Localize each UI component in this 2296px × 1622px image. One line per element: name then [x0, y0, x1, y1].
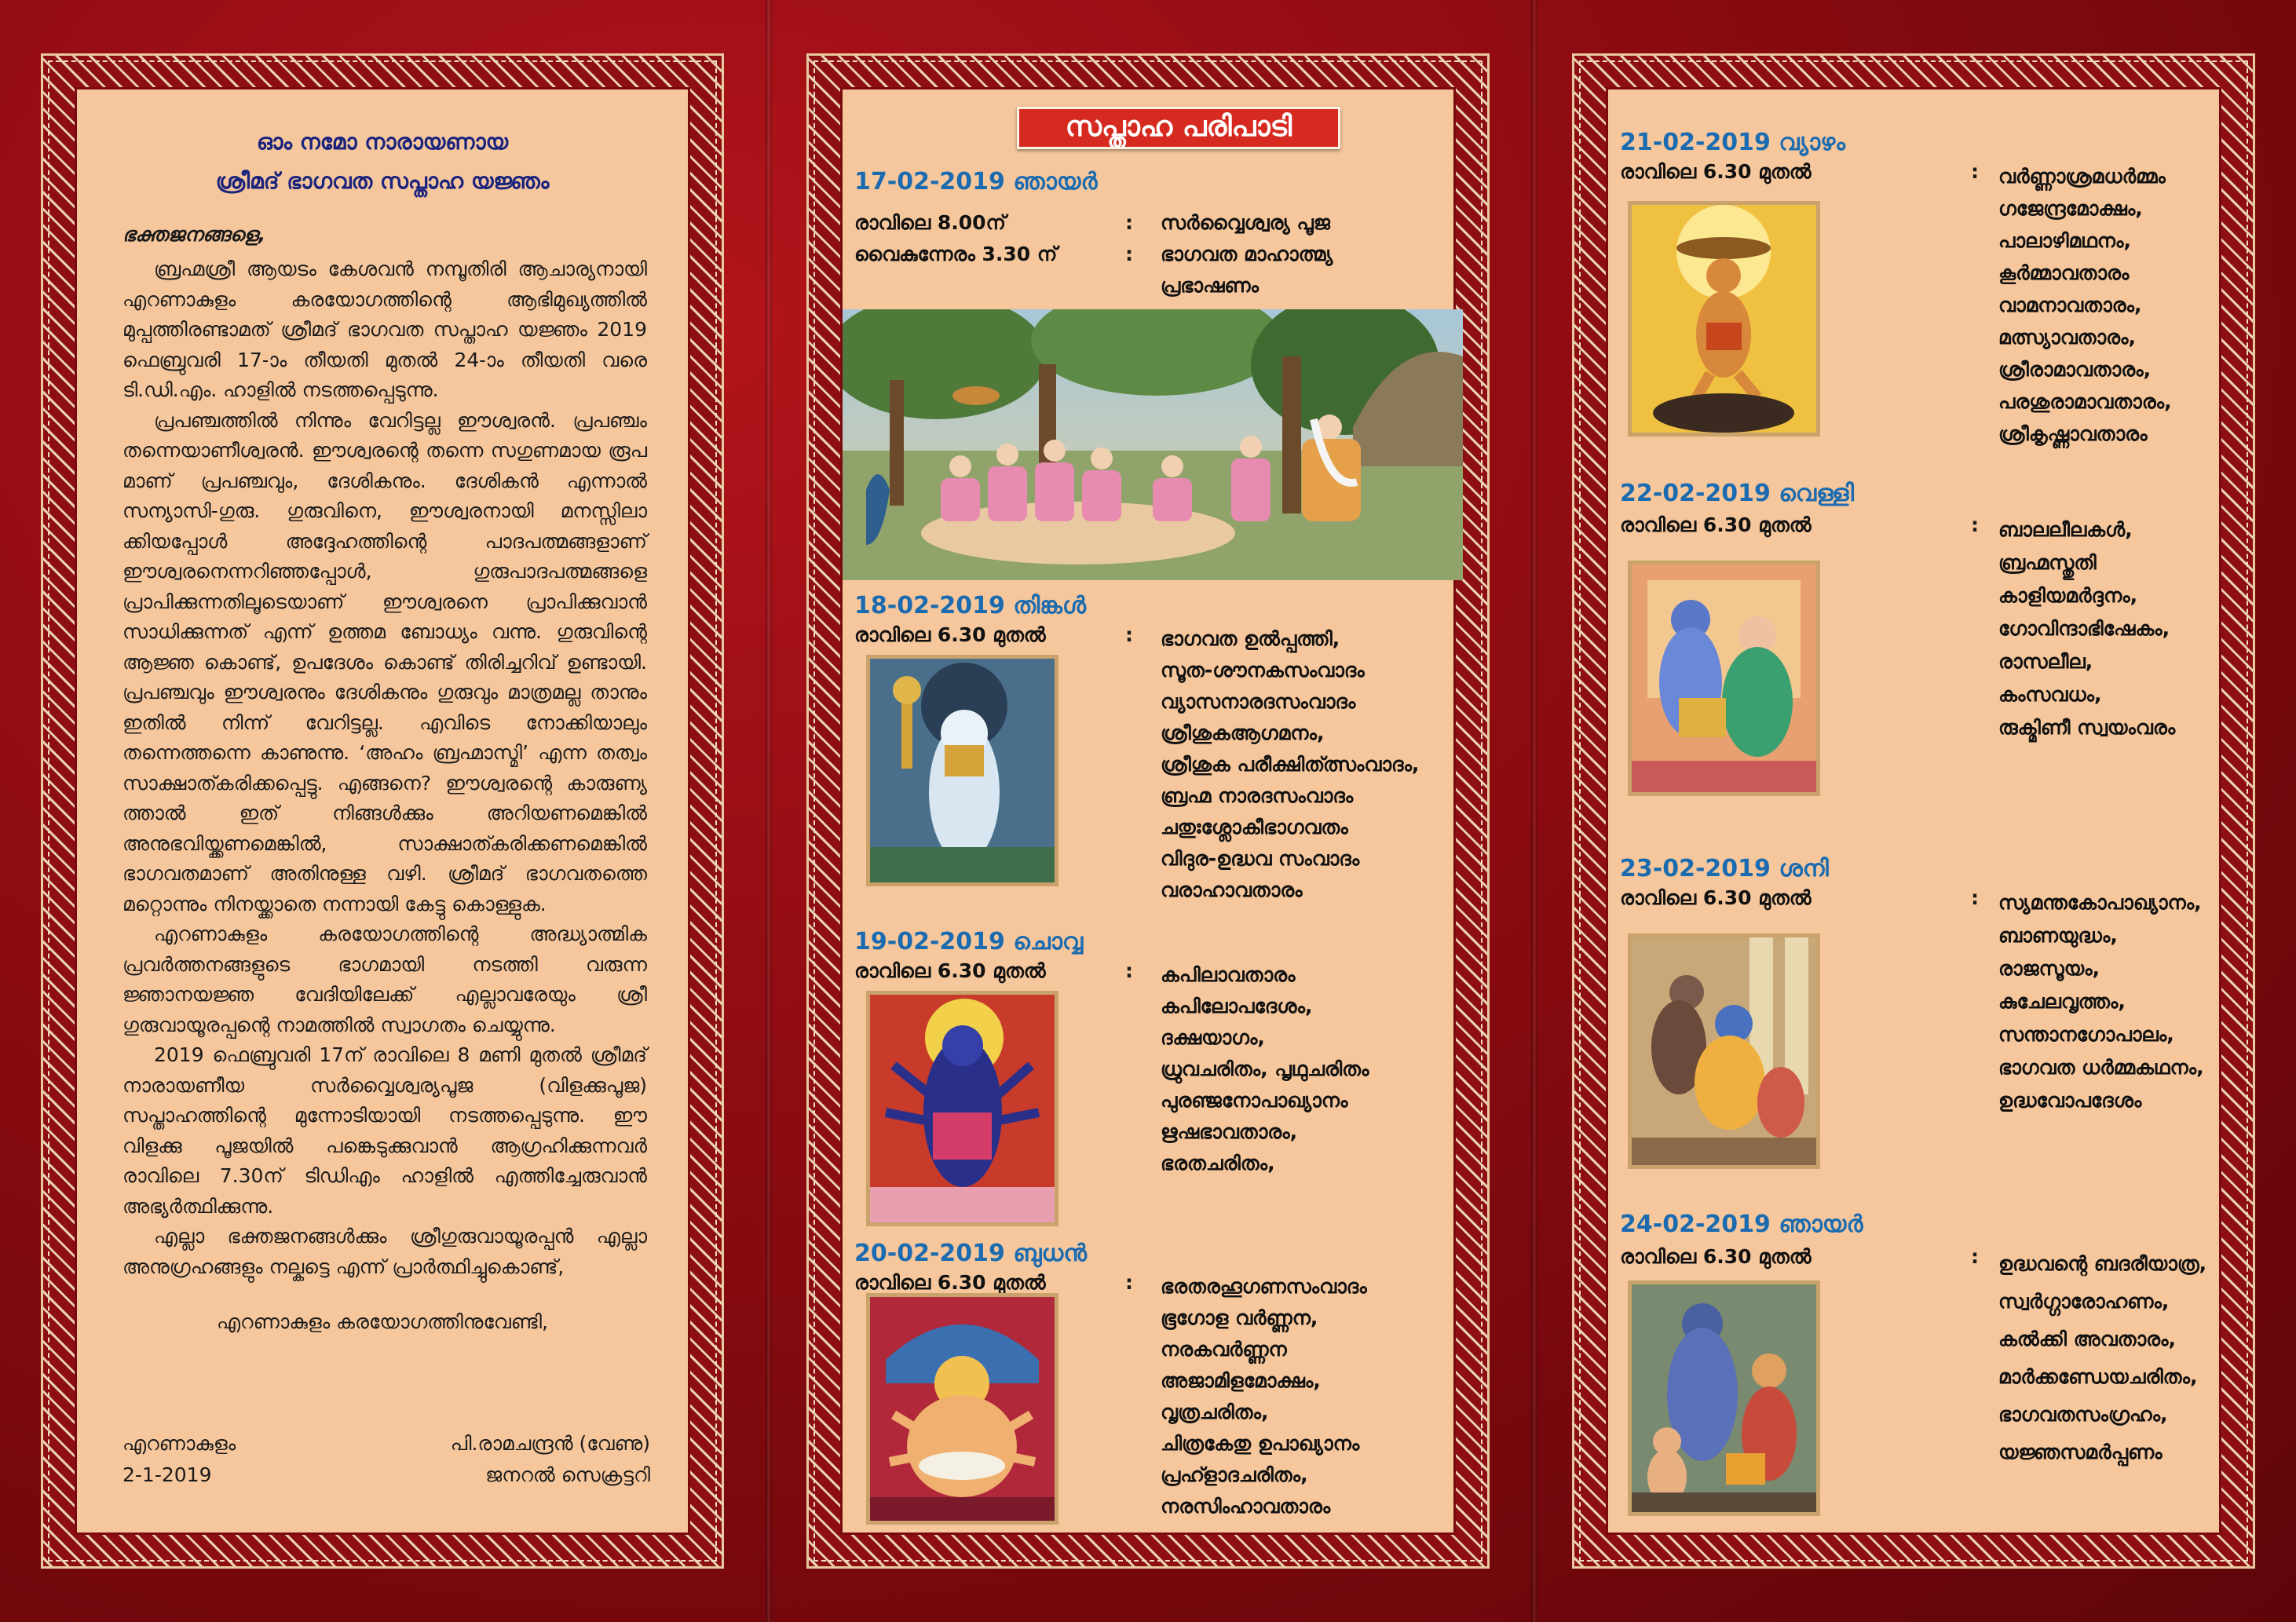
fold-line	[1531, 0, 1537, 1622]
image-kuchela	[1628, 933, 1820, 1169]
program-item: ബ്രഹ്മ നാരദസംവാദം	[1161, 784, 1354, 807]
day4-heading: 20-02-2019 ബുധൻ	[854, 1240, 1088, 1267]
invocation-title: ഓം നമോ നാരായണായ	[256, 129, 509, 155]
program-item: ഉദ്ധവോപദേശം	[1998, 1089, 2142, 1112]
signer-designation: ജനറൽ സെക്രട്ടറി	[485, 1463, 650, 1486]
program-item: വരാഹാവതാരം	[1161, 879, 1303, 901]
panel-middle	[840, 87, 1456, 1535]
program-item: വൃത്രചരിതം,	[1161, 1401, 1269, 1423]
program-item: കപിലോപദേശം,	[1161, 995, 1313, 1017]
program-item: മത്സ്യാവതാരം,	[1998, 326, 2137, 349]
day6-time: രാവിലെ 6.30 മുതൽ	[1620, 513, 1812, 536]
day4-items	[1161, 1271, 1367, 1522]
day1-heading: 17-02-2019 ഞായർ	[854, 168, 1098, 195]
program-item: സ്വർഗ്ഗാരോഹണം,	[1998, 1290, 2170, 1313]
deity-image	[870, 995, 1055, 1222]
image-kali	[866, 991, 1058, 1226]
program-item: വർണ്ണാശ്രമധർമ്മം	[1998, 165, 2166, 188]
program-item: കാളിയമർദ്ദനം,	[1998, 584, 2138, 607]
panel-right	[1606, 87, 2221, 1535]
letter-date: 2-1-2019	[122, 1463, 212, 1486]
image-krishna-rukmini	[1628, 561, 1820, 796]
day6-items	[1998, 513, 2175, 744]
program-item: സൂത-ശൗനകസംവാദം	[1161, 659, 1365, 681]
day1-time1: രാവിലെ 8.00ന്	[854, 211, 1006, 234]
fold-line	[766, 0, 772, 1622]
program-item: ഭാഗവത ധർമ്മകഥനം,	[1998, 1056, 2204, 1079]
program-item: ഋഷഭാവതാരം,	[1161, 1120, 1298, 1143]
program-item: കുചേലവൃത്തം,	[1998, 990, 2126, 1013]
program-item: സന്താനഗോപാലം,	[1998, 1023, 2174, 1046]
day7-time: രാവിലെ 6.30 മുതൽ	[1620, 886, 1812, 909]
image-krishna-uddhava	[1628, 1280, 1820, 1516]
program-item: പരശുരാമാവതാരം,	[1998, 390, 2172, 413]
day5-items	[1998, 160, 2172, 450]
image-vamana	[1628, 201, 1820, 437]
deity-image	[1632, 937, 1816, 1165]
place: എറണാകുളം	[122, 1432, 236, 1455]
colon: :	[1125, 1271, 1133, 1294]
program-item: വാമനാവതാരം,	[1998, 294, 2142, 316]
program-item: സ്യമന്തകോപാഖ്യാനം,	[1998, 891, 2202, 914]
program-item: ഭൂഗോള വർണ്ണന,	[1161, 1306, 1318, 1329]
day6-heading: 22-02-2019 വെള്ളി	[1620, 480, 1854, 507]
program-item: വ്യാസനാരദസംവാദം	[1161, 690, 1356, 713]
program-item: ചിത്രകേതു ഉപാഖ്യാനം	[1161, 1432, 1360, 1455]
paragraph: എറണാകുളം കരയോഗത്തിന്റെ അദ്ധ്യാത്മിക പ്രവർത്തനങ്ങളുടെ ഭാഗമായി നടത്തി വരുന്ന ജ്ഞാനയജ്ഞ വേദിയിലേക്ക് എല്ലാവരേയും ശ്രീ ഗുരുവായൂരപ്പന്റെ നാമത്തിൽ സ്വാഗതം ചെയ്യുന്നു.	[122, 922, 647, 1036]
program-item: ശ്രീശുകആഗമനം,	[1161, 721, 1325, 744]
event-title: ശ്രീമദ് ഭാഗവത സപ്താഹ യജ്ഞം	[215, 168, 550, 194]
deity-image	[1632, 205, 1816, 433]
program-item: പുരഞ്ജനോപാഖ്യാനം	[1161, 1089, 1348, 1112]
program-item: നരസിംഹാവതാരം	[1161, 1495, 1331, 1518]
program-item: ശ്രീശുക പരീക്ഷിത്ത്സംവാദം,	[1161, 753, 1420, 776]
program-item: കൽക്കി അവതാരം,	[1998, 1328, 2177, 1350]
colon: :	[1125, 211, 1133, 234]
program-item: ഗോവിന്ദാഭിഷേകം,	[1998, 617, 2170, 640]
program-item: കപിലാവതാരം	[1161, 963, 1296, 986]
day8-items	[1998, 1245, 2206, 1471]
program-item: പാലാഴിമഥനം,	[1998, 229, 2131, 252]
colon: :	[1125, 243, 1133, 265]
paragraph: ബ്രഹ്മശ്രീ ആയടം കേശവൻ നമ്പൂതിരി ആചാര്യനായി എറണാകുളം കരയോഗത്തിന്റെ ആഭിമുഖ്യത്തിൽ മുപ്പത്തിരണ്ടാമത് ശ്രീമദ് ഭാഗവത സപ്താഹ യജ്ഞം 2019 ഫെബ്രുവരി 17-ാം തീയതി മുതൽ 24-ാം തീയതി വരെ ടി.ഡി.എം. ഹാളിൽ നടത്തപ്പെടുന്നു.	[122, 258, 647, 401]
program-item: ധ്രുവചരിതം, പൃഥുചരിതം	[1161, 1058, 1369, 1080]
panel-middle-border	[806, 53, 1490, 1569]
deity-image	[870, 659, 1055, 882]
closing-line: എറണാകുളം കരയോഗത്തിനുവേണ്ടി,	[216, 1310, 549, 1333]
day1-event2b: പ്രഭാഷണം	[1161, 274, 1260, 297]
colon: :	[1125, 623, 1133, 646]
deity-image	[1632, 564, 1816, 792]
day4-time: രാവിലെ 6.30 മുതൽ	[854, 1271, 1046, 1294]
image-hanuman	[866, 655, 1058, 886]
program-item: യജ്ഞസമർപ്പണം	[1998, 1441, 2163, 1463]
program-item: ബ്രഹ്മസ്തുതി	[1998, 551, 2097, 574]
panel-left	[75, 87, 690, 1535]
colon: :	[1125, 959, 1133, 982]
program-item: കൂർമ്മാവതാരം	[1998, 261, 2130, 284]
program-item: ഗജേന്ദ്രമോക്ഷം,	[1998, 197, 2143, 220]
paragraph: 2019 ഫെബ്രുവരി 17ന് രാവിലെ 8 മണി മുതൽ ശ്രീമദ് നാരായണീയ സർവ്വൈശ്വര്യപൂജ (വിളക്കുപൂജ) സപ്താഹത്തിന്റെ മുന്നോടിയായി നടത്തപ്പെടുന്നു. ഈ വിളക്കു പൂജയിൽ പങ്കെടുക്കുവാൻ ആഗ്രഹിക്കുന്നവർ രാവിലെ 7.30ന് ടിഡിഎം ഹാളിൽ എത്തിച്ചേരുവാൻ അഭ്യർത്ഥിക്കുന്നു.	[122, 1043, 647, 1218]
program-item: നരകവർണ്ണന	[1161, 1338, 1287, 1361]
paragraph: എല്ലാ ഭക്തജനങ്ങൾക്കും ശ്രീഗുരുവായൂരപ്പൻ എല്ലാ അനുഗ്രഹങ്ങളും നല്കട്ടെ എന്ന് പ്രാർത്ഥിച്ചുകൊണ്ട്,	[122, 1225, 647, 1278]
program-item: ഭാഗവത ഉൽപ്പത്തി,	[1161, 627, 1340, 650]
day5-heading: 21-02-2019 വ്യാഴം	[1620, 129, 1845, 156]
day1-event2: ഭാഗവത മാഹാത്മ്യ	[1161, 243, 1333, 265]
program-item: ഭാഗവതസംഗ്രഹം,	[1998, 1403, 2168, 1426]
letter-body	[122, 254, 647, 1282]
day5-time: രാവിലെ 6.30 മുതൽ	[1620, 160, 1812, 183]
day3-items	[1161, 959, 1369, 1179]
program-item: ചതുഃശ്ലോകീഭാഗവതം	[1161, 816, 1348, 838]
paragraph: പ്രപഞ്ചത്തിൽ നിന്നും വേറിട്ടല്ല ഈശ്വരൻ. പ്രപഞ്ചം തന്നെയാണീശ്വരൻ. ഈശ്വരന്റെ തന്നെ സഗുണമായ രൂപ മാണ് പ്രപഞ്ചവും, ദേശികനും. ദേശികൻ എന്നാൽ സന്യാസി-ഗുരു. ഗുരുവിനെ, ഈശ്വരനായി മനസ്സിലാ ക്കിയപ്പോൾ അദ്ദേഹത്തിന്റെ പാദപത്മങ്ങളാണ് ഈശ്വരനെന്നറിഞ്ഞപ്പോൾ, ഗുരുപാദപത്മങ്ങളെ പ്രാപിക്കുന്നതിലൂടെയാണ് ഈശ്വരനെ പ്രാപിക്കുവാൻ സാധിക്കുന്നത് എന്ന് ഉത്തമ ബോധ്യം വന്നു. ഗുരുവിന്റെ ആജ്ഞ കൊണ്ട്, ഉപദേശം കൊണ്ട് തിരിച്ചറിവ് ഉണ്ടായി. പ്രപഞ്ചവും ഈശ്വരനും ദേശികനും ഗുരുവും മാത്രമല്ല താനും ഇതിൽ നിന്ന് വേറിട്ടല്ല. എവിടെ നോക്കിയാലും തന്നെത്തന്നെ കാണുന്നു. ‘അഹം ബ്രഹ്മാസ്മി’ എന്ന തത്വം സാക്ഷാത്കരിക്കപ്പെട്ടു. എങ്ങനെ? ഈശ്വരന്റെ കാരുണ്യ ത്താൽ ഇത് നിങ്ങൾക്കും അറിയണമെങ്കിൽ അനുഭവിയ്ക്കണമെങ്കിൽ, സാക്ഷാത്കരിക്കണമെങ്കിൽ ഭാഗവതമാണ് അതിനുള്ള വഴി. ശ്രീമദ് ഭാഗവതത്തെ മറ്റൊന്നും നിനയ്ക്കാതെ നന്നായി കേട്ടു കൊള്ളുക.	[122, 408, 647, 915]
program-item: അജാമിളമോക്ഷം,	[1161, 1369, 1321, 1392]
day7-heading: 23-02-2019 ശനി	[1620, 855, 1829, 882]
colon: :	[1971, 513, 1979, 536]
colon: :	[1971, 160, 1979, 183]
schedule-title: സപ്താഹ പരിപാടി	[1017, 107, 1340, 149]
day2-time: രാവിലെ 6.30 മുതൽ	[854, 623, 1046, 646]
day8-time: രാവിലെ 6.30 മുതൽ	[1620, 1245, 1812, 1268]
program-item: മാർക്കണ്ഡേയചരിതം,	[1998, 1365, 2198, 1388]
program-item: ദക്ഷയാഗം,	[1161, 1026, 1265, 1049]
program-item: ശ്രീരാമാവതാരം,	[1998, 358, 2152, 381]
panel-right-border	[1572, 53, 2255, 1569]
day2-heading: 18-02-2019 തിങ്കൾ	[854, 592, 1087, 619]
program-item: രുക്മിണീ സ്വയംവരം	[1998, 716, 2176, 739]
day7-items	[1998, 886, 2204, 1117]
greeting: ഭക്തജനങ്ങളെ,	[122, 223, 266, 246]
program-item: ബാലലീലകൾ,	[1998, 518, 2133, 541]
deity-image	[1632, 1284, 1816, 1512]
program-item: രാജസൂയം,	[1998, 957, 2100, 980]
day1-time2: വൈകുന്നേരം 3.30 ന്	[854, 243, 1058, 265]
sage-teaching-image	[843, 309, 1463, 580]
program-item: ശ്രീകൃഷ്ണാവതാരം	[1998, 422, 2148, 445]
deity-image	[870, 1297, 1055, 1521]
image-narasimha	[866, 1293, 1058, 1525]
day1-event1: സർവ്വൈശ്വര്യ പൂജ	[1161, 211, 1330, 234]
program-item: ഭരതരഹൂഗണസംവാദം	[1161, 1275, 1367, 1298]
program-item: കംസവധം,	[1998, 683, 2102, 706]
program-item: വിദുര-ഉദ്ധവ സംവാദം	[1161, 847, 1360, 870]
program-item: ബാണയുദ്ധം,	[1998, 924, 2118, 947]
colon: :	[1971, 1245, 1979, 1268]
colon: :	[1971, 886, 1979, 909]
panel-left-border	[41, 53, 724, 1569]
signer-name: പി.രാമചന്ദ്രൻ (വേണു)	[450, 1432, 650, 1455]
day3-heading: 19-02-2019 ചൊവ്വ	[854, 928, 1084, 955]
program-item: ഭരതചരിതം,	[1161, 1152, 1275, 1174]
day3-time: രാവിലെ 6.30 മുതൽ	[854, 959, 1046, 982]
program-item: പ്രഹ്ളാദചരിതം,	[1161, 1463, 1308, 1486]
day8-heading: 24-02-2019 ഞായർ	[1620, 1211, 1863, 1238]
day2-items	[1161, 623, 1419, 906]
program-item: രാസലീല,	[1998, 650, 2093, 673]
painting-sage-teaching	[843, 309, 1463, 580]
program-item: ഉദ്ധവന്റെ ബദരീയാത്ര,	[1998, 1252, 2207, 1275]
